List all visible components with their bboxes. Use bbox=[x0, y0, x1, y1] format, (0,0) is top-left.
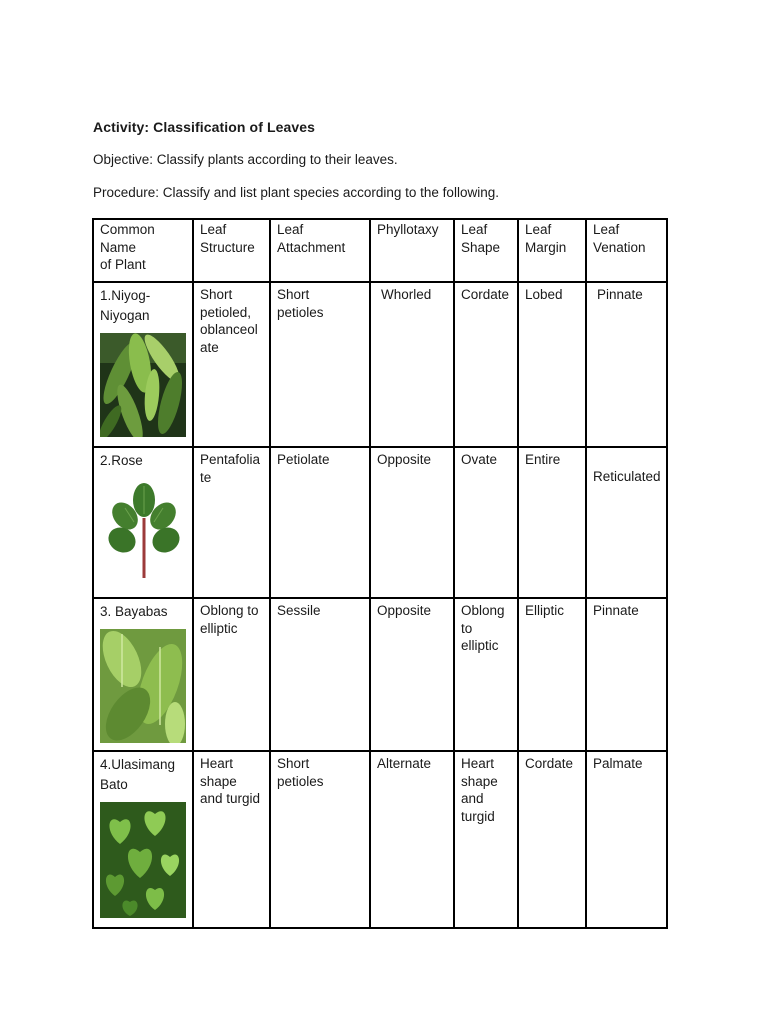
table-row bbox=[93, 598, 667, 751]
table-row bbox=[93, 282, 667, 447]
objective-text: Objective: Classify plants according to their leaves. bbox=[93, 152, 398, 167]
header-phyllotaxy: Phyllotaxy bbox=[370, 219, 454, 282]
leaf-attachment-cell: Petiolate bbox=[270, 447, 370, 598]
leaf-classification-table bbox=[92, 218, 668, 929]
header-leaf-attachment: Leaf Attachment bbox=[270, 219, 370, 282]
header-common-name: Common Name of Plant bbox=[93, 219, 193, 282]
leaf-attachment-cell: Short petioles bbox=[270, 282, 370, 447]
phyllotaxy-cell: Opposite bbox=[370, 447, 454, 598]
leaf-margin-cell: Entire bbox=[518, 447, 586, 598]
leaf-venation-cell: Palmate bbox=[586, 751, 667, 928]
plant-cell bbox=[93, 282, 193, 447]
leaf-structure-cell: Short petioled, oblanceol ate bbox=[193, 282, 270, 447]
leaf-margin-cell: Cordate bbox=[518, 751, 586, 928]
header-leaf-structure: Leaf Structure bbox=[193, 219, 270, 282]
leaf-attachment-cell: Short petioles bbox=[270, 751, 370, 928]
leaf-structure-cell: Heart shape and turgid bbox=[193, 751, 270, 928]
leaf-shape-cell: Ovate bbox=[454, 447, 518, 598]
leaf-structure-cell: Pentafolia te bbox=[193, 447, 270, 598]
table-row bbox=[93, 751, 667, 928]
header-leaf-venation: Leaf Venation bbox=[586, 219, 667, 282]
plant-name: 4.Ulasimang Bato bbox=[100, 757, 176, 792]
table-header-row bbox=[93, 219, 667, 282]
plant-cell bbox=[93, 447, 193, 598]
plant-name: 2.Rose bbox=[100, 453, 143, 468]
leaf-shape-cell: Cordate bbox=[454, 282, 518, 447]
header-leaf-margin: Leaf Margin bbox=[518, 219, 586, 282]
phyllotaxy-cell: Alternate bbox=[370, 751, 454, 928]
leaf-shape-cell: Oblong to elliptic bbox=[454, 598, 518, 751]
leaf-venation-cell: Reticulated bbox=[586, 447, 667, 598]
bayabas-leaf-photo bbox=[100, 629, 186, 743]
ulasimang-bato-leaf-photo bbox=[100, 802, 186, 918]
plant-cell bbox=[93, 751, 193, 928]
niyog-niyogan-leaf-photo bbox=[100, 333, 186, 437]
header-leaf-shape: Leaf Shape bbox=[454, 219, 518, 282]
plant-name: 3. Bayabas bbox=[100, 604, 168, 619]
leaf-structure-cell: Oblong to elliptic bbox=[193, 598, 270, 751]
phyllotaxy-cell: Whorled bbox=[370, 282, 454, 447]
rose-leaf-photo bbox=[100, 478, 186, 582]
leaf-venation-cell: Pinnate bbox=[586, 598, 667, 751]
leaf-margin-cell: Lobed bbox=[518, 282, 586, 447]
activity-title: Activity: Classification of Leaves bbox=[93, 119, 316, 135]
plant-name: 1.Niyog-Niyogan bbox=[100, 288, 151, 323]
phyllotaxy-cell: Opposite bbox=[370, 598, 454, 751]
leaf-attachment-cell: Sessile bbox=[270, 598, 370, 751]
leaf-margin-cell: Elliptic bbox=[518, 598, 586, 751]
procedure-text: Procedure: Classify and list plant species according to the following. bbox=[93, 185, 499, 200]
plant-cell bbox=[93, 598, 193, 751]
leaf-venation-cell: Pinnate bbox=[586, 282, 667, 447]
leaf-shape-cell: Heart shape and turgid bbox=[454, 751, 518, 928]
table-row bbox=[93, 447, 667, 598]
